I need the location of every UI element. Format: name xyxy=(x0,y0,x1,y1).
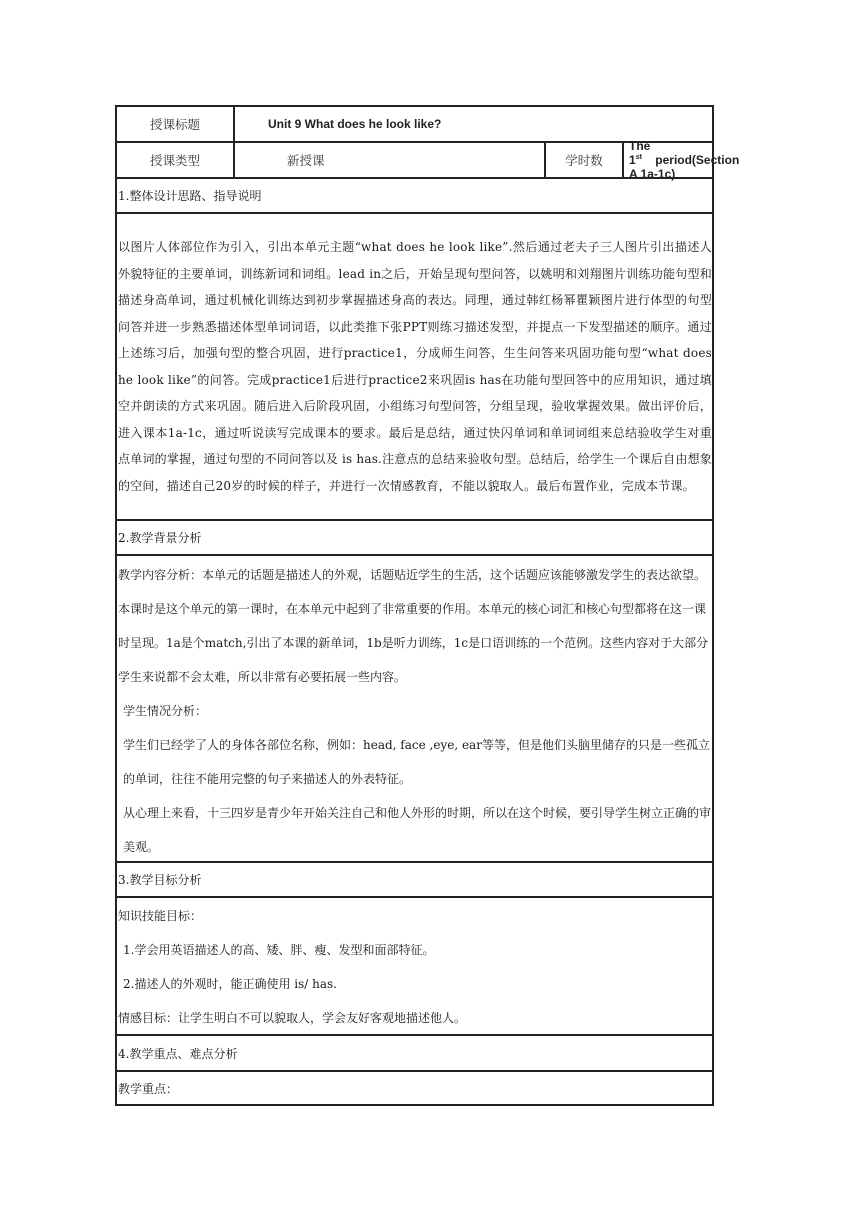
period-value xyxy=(629,139,739,181)
type-label: 授课类型 xyxy=(149,153,200,168)
lesson-type: 新授课 xyxy=(287,153,325,168)
title-label: 授课标题 xyxy=(149,117,200,132)
section-4-header xyxy=(115,1034,714,1070)
type-label-cell xyxy=(117,143,233,177)
section-2-title: 2.教学背景分析 xyxy=(118,531,202,545)
section-1-header xyxy=(115,177,714,212)
section-4-title: 4.教学重点、难点分析 xyxy=(118,1046,238,1061)
goal-2: 2.描述人的外观时，能正确使用 is/ has. xyxy=(123,977,337,991)
section-3-title: 3.教学目标分析 xyxy=(118,873,202,887)
design-description: 以图片人体部位作为引入，引出本单元主题“what does he look like”.然后通过老夫子三人图片引出描述人外貌特征的主要单词，训练新词和词组。lead in之后，开始呈现句型问答，以姚明和刘翔图片训练功能句型和描述身高单词，通过机械化训练达到初步掌握描述身高的表达。同理，通过韩红杨幂瞿颖图片进行体型的句型问答并进一步熟悉描述体型单词词语，以此类推下张PPT则练习描述发型，并提点一下发型描述的顺序。通过上述练习后，加强句型的整合巩固，进行practice1，分成师生问答，生生问答来巩固功能句型“what does he look like”的问答。完成practice1后进行practice2来巩固is has在功能句型回答中的应用知识，通过填空并朗读的方式来巩固。随后进入后阶段巩固，小组练习句型问答，分组呈现，验收掌握效果。做出评价后，进入课本1a-1c，通过听说读写完成课本的要求。最后是总结，通过快闪单词和单词词组来总结验收学生对重点单词的掌握，通过句型的不同问答以及 is has.注意点的总结来验收句型。总结后，给学生一个课后自由想象的空间，描述自己20岁的时候的样子，并进行一次情感教育，不能以貌取人。最后布置作业，完成本节课。 xyxy=(118,240,712,493)
type-value-cell xyxy=(233,143,544,177)
key-points-label: 教学重点： xyxy=(118,1081,179,1096)
lesson-title: Unit 9 What does he look like? xyxy=(268,117,442,131)
section-4-body xyxy=(115,1070,714,1106)
title-row xyxy=(115,105,714,141)
student-analysis-p2: 从心理上来看，十三四岁是青少年开始关注自己和他人外形的时期，所以在这个时候，要引导学生树立正确的审美观。 xyxy=(123,806,712,854)
type-row xyxy=(115,139,740,181)
section-1-body xyxy=(115,212,714,519)
section-2-header xyxy=(115,519,714,554)
student-analysis-p1: 学生们已经学了人的身体各部位名称，例如：head, face ,eye, ear等等，但是他们头脑里储存的只是一些孤立的单词，往往不能用完整的句子来描述人的外表特征。 xyxy=(123,738,710,786)
period-cell xyxy=(622,139,740,181)
section-2-body xyxy=(115,554,714,861)
goal-1: 1.学会用英语描述人的高、矮、胖、瘦、发型和面部特征。 xyxy=(123,943,435,957)
section-3-header xyxy=(115,861,714,896)
period-sup: st xyxy=(635,154,642,161)
student-analysis-label: 学生情况分析： xyxy=(123,704,208,718)
section-3-body xyxy=(115,896,714,1034)
period-prefix: The 1 xyxy=(629,139,651,167)
hours-label: 学时数 xyxy=(565,153,603,168)
title-label-cell xyxy=(117,107,233,141)
period-suffix: period(Section A 1a-1c) xyxy=(629,153,740,181)
hours-label-cell xyxy=(544,143,622,177)
section-1-title: 1.整体设计思路、指导说明 xyxy=(118,189,262,203)
title-value-cell xyxy=(233,107,712,141)
knowledge-goal-label: 知识技能目标： xyxy=(118,909,203,923)
emotion-goal: 情感目标：让学生明白不可以貌取人，学会友好客观地描述他人。 xyxy=(118,1011,467,1025)
lesson-plan-table xyxy=(115,105,740,1106)
content-analysis: 教学内容分析：本单元的话题是描述人的外观，话题贴近学生的生活，这个话题应该能够激发学生的表达欲望。本课时是这个单元的第一课时，在本单元中起到了非常重要的作用。本单元的核心词汇和核心句型都将在这一课时呈现。1a是个match,引出了本课的新单词，1b是听力训练，1c是口语训练的一个范例。这些内容对于大部分学生来说都不会太难，所以非常有必要拓展一些内容。 xyxy=(118,568,709,684)
